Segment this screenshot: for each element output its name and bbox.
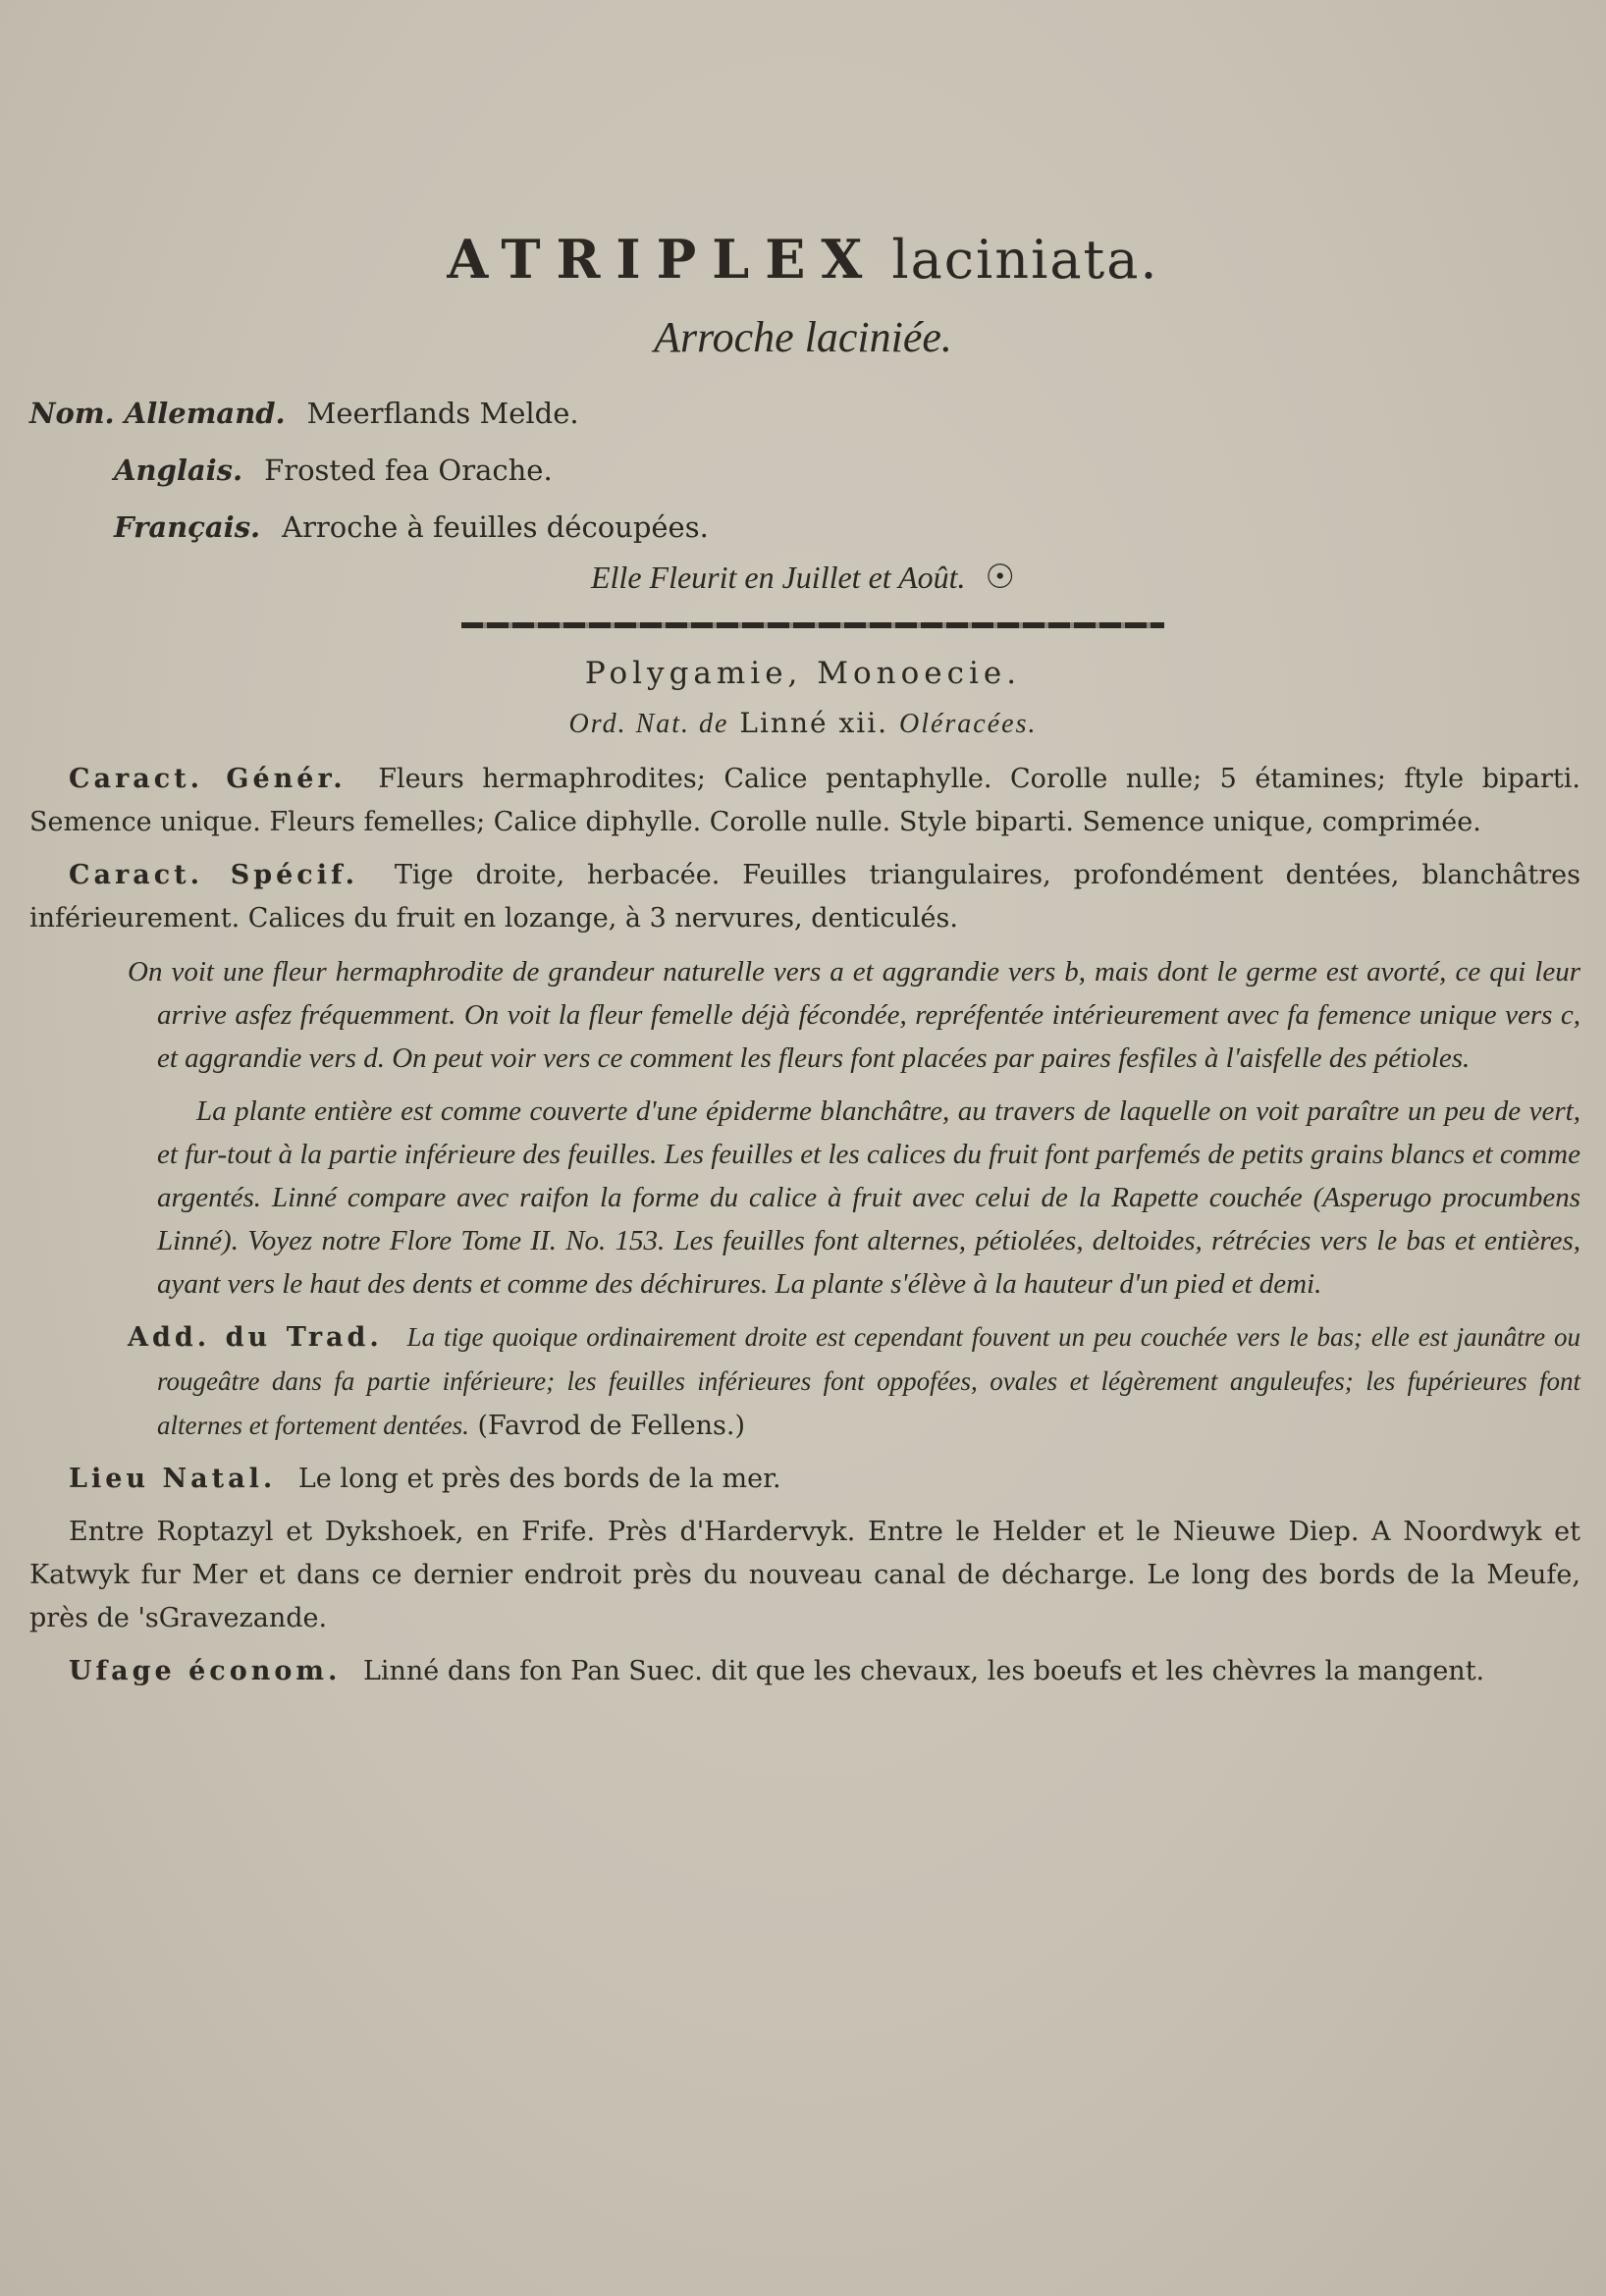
ornamental-rule (461, 622, 1164, 628)
order-author: Linné xii. (739, 707, 889, 739)
order-prefix: Ord. Nat. de (568, 709, 729, 739)
name-label: Français. (114, 510, 261, 544)
genus-name: ATRIPLEX (447, 228, 879, 291)
flowering-time (0, 558, 1606, 597)
translator-addition (29, 1315, 1580, 1448)
plant-description: La plante entière est comme couverte d'une épiderme blanchâtre, au travers de laquelle on voit paraître un peu de vert, et fur-tout à la partie inférieure des feuilles. Les feuilles et les calices du fruit font parfemés de petits grains blancs et comme argentés. Linné compare avec raifon la forme du calice à fruit avec celui de la Rapette couchée (Asperugo procumbens Linné). Voyez notre Flore Tome II. No. 153. Les feuilles font alternes, pétiolées, deltoides, rétrécies vers le bas et entières, ayant vers le haut des dents et comme des déchirures. La plante s'élève à la hauteur d'un pied et demi. (157, 1095, 1580, 1300)
species-name: laciniata. (891, 229, 1159, 291)
localities: Entre Roptazyl et Dykshoek, en Frife. Près d'Hardervyk. Entre le Helder et le Nieuwe Diep. A Noordwyk et Katwyk fur Mer et dans ce dernier endroit près du nouveau canal de décharge. Le long des bords de la Meufe, près de 'sGravezande. (29, 1517, 1580, 1633)
annual-symbol-icon: ☉ (985, 560, 1015, 596)
native-place (29, 1458, 1580, 1501)
page-title (0, 228, 1606, 291)
name-value: Arroche à feuilles découpées. (282, 510, 709, 544)
section-heading: Lieu Natal. (69, 1464, 277, 1494)
addition-author: (Favrod de Fellens.) (477, 1411, 746, 1441)
section-text: La tige quoique ordinairement droite est cependant fouvent un peu couchée vers le bas; elle est jaunâtre ou rougeâtre dans fa partie inférieure; les feuilles inférieures font oppofées, ovales et légèrement anguleufes; les fupérieures font alternes et fortement dentées. (157, 1322, 1580, 1440)
name-value: Meerflands Melde. (306, 397, 579, 430)
section-text: Fleurs hermaphrodites; Calice pentaphylle. Corolle nulle; 5 étamines; ftyle biparti. Semence unique. Fleurs femelles; Calice diphylle. Corolle nulle. Style biparti. Semence unique, comprimée. (29, 764, 1580, 837)
economic-use (29, 1650, 1580, 1693)
section-heading: Caract. Génér. (69, 764, 347, 794)
name-value: Frosted fea Orache. (264, 454, 553, 487)
linnaean-system: Polygamie, Monoecie. (584, 656, 1022, 691)
specific-characters (29, 854, 1580, 940)
section-heading: Caract. Spécif. (69, 860, 359, 890)
name-german (29, 385, 709, 442)
section-heading: Ufage économ. (69, 1656, 342, 1686)
generic-characters (29, 758, 1580, 844)
french-subtitle: Arroche laciniée. (654, 313, 952, 361)
name-label: Nom. Allemand. (29, 397, 286, 430)
section-heading: Add. du Trad. (128, 1322, 383, 1353)
natural-order (0, 707, 1606, 740)
name-label: Anglais. (114, 454, 243, 487)
flowering-text: Elle Fleurit en Juillet et Août. (590, 560, 966, 595)
section-text: Le long et près des bords de la mer. (297, 1464, 781, 1494)
common-names (29, 385, 709, 556)
name-english (29, 442, 709, 499)
name-french (29, 499, 709, 556)
section-text: Tige droite, herbacée. Feuilles triangulaires, profondément dentées, blanchâtres inférieurement. Calices du fruit en lozange, à 3 nervures, denticulés. (29, 860, 1580, 934)
description-body (29, 758, 1580, 1703)
section-text: Linné dans fon Pan Suec. dit que les chevaux, les boeufs et les chèvres la mangent. (362, 1656, 1485, 1686)
figure-description: On voit une fleur hermaphrodite de grandeur naturelle vers a et aggrandie vers b, mais dont le germe est avorté, ce qui leur arrive asfez fréquemment. On voit la fleur femelle déjà fécondée, repréfentée intérieurement avec fa femence unique vers c, et aggrandie vers d. On peut voir vers ce comment les fleurs font placées par paires fesfiles à l'aisfelle des pétioles. (128, 956, 1580, 1074)
order-family: Oléracées. (898, 709, 1038, 739)
